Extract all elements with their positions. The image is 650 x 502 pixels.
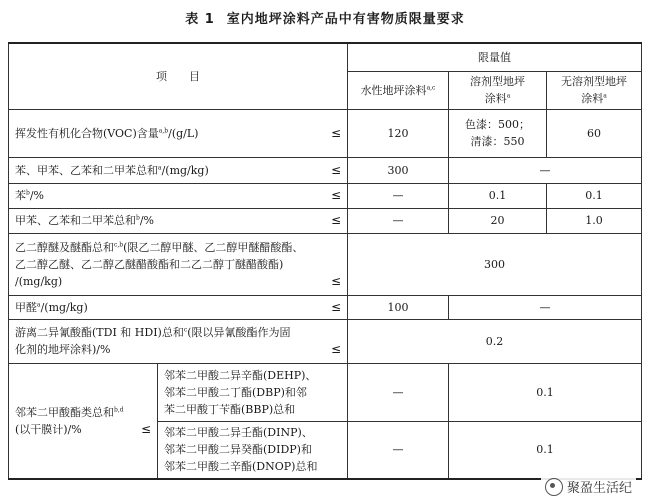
row-benzene-solventless: 0.1: [547, 183, 642, 208]
row-voc-solvent: 色漆：500； 清漆：550: [449, 109, 547, 157]
header-waterborne: 水性地坪涂料$^{a,c}$: [348, 71, 449, 109]
row-phthalate-sub1: 邻苯二甲酸二异辛酯(DEHP)、 邻苯二甲酸二丁酯(DBP)和邻 苯二甲酸丁苄酯(BBP)总和: [158, 363, 348, 421]
row-benzene-solvent: 0.1: [449, 183, 547, 208]
row-formaldehyde-label: 甲醛$^a$/(mg/kg) ≤: [9, 295, 348, 319]
row-glycol-value: 300: [348, 233, 642, 295]
row-formaldehyde-water: 100: [348, 295, 449, 319]
row-tdi: [9, 319, 642, 363]
row-tdi-label: 游离二异氰酸酯(TDI 和 HDI)总和$^c$(限以异氰酸酯作为固 化剂的地坪涂料)/% ≤: [9, 319, 348, 363]
limits-table: [8, 42, 642, 480]
row-bte-other: —: [449, 157, 642, 183]
row-voc: [9, 109, 642, 157]
row-voc-solventless: 60: [547, 109, 642, 157]
watermark: [541, 475, 636, 498]
row-tex-water: —: [348, 208, 449, 233]
row-phthalate-sub2-value: 0.1: [449, 421, 642, 479]
row-bte-label: 苯、甲苯、乙苯和二甲苯总和$^a$/(mg/kg) ≤: [9, 157, 348, 183]
row-voc-water: 120: [348, 109, 449, 157]
watermark-text: 聚盈生活纪: [566, 481, 632, 496]
row-phthalate-sub2-water: —: [348, 421, 449, 479]
row-tex: [9, 208, 642, 233]
header-row-1: [9, 43, 642, 71]
wechat-logo-icon: [545, 478, 563, 496]
header-limit: 限量值: [348, 43, 642, 71]
header-solvent: 溶剂型地坪 涂料$^a$: [449, 71, 547, 109]
header-item: 项 目: [9, 43, 348, 109]
row-tex-solvent: 20: [449, 208, 547, 233]
row-glycol: [9, 233, 642, 295]
row-tdi-value: 0.2: [348, 319, 642, 363]
row-phthalate-sub1-water: —: [348, 363, 449, 421]
row-bte: [9, 157, 642, 183]
row-voc-label: 挥发性有机化合物(VOC)含量$^{a,b}$/(g/L) ≤: [9, 109, 348, 157]
row-benzene-label: 苯$^b$/% ≤: [9, 183, 348, 208]
row-phthalate-sub1-value: 0.1: [449, 363, 642, 421]
row-tex-label: 甲苯、乙苯和二甲苯总和$^b$/% ≤: [9, 208, 348, 233]
row-benzene-water: —: [348, 183, 449, 208]
header-solventless: 无溶剂型地坪 涂料$^a$: [547, 71, 642, 109]
row-formaldehyde: [9, 295, 642, 319]
row-bte-water: 300: [348, 157, 449, 183]
row-benzene: [9, 183, 642, 208]
row-phthalate-group: 邻苯二甲酸酯类总和$^{b,d}$ (以干膜计)/% ≤: [9, 363, 158, 479]
row-glycol-label: 乙二醇醚及醚酯总和$^{c,b}$(限乙二醇甲醚、乙二醇甲醚醋酸酯、 乙二醇乙醚、乙二醇乙醚醋酸酯和二乙二醇丁醚醋酸酯) /(mg/kg) ≤: [9, 233, 348, 295]
row-tex-solventless: 1.0: [547, 208, 642, 233]
table-title: [0, 8, 650, 27]
row-formaldehyde-other: —: [449, 295, 642, 319]
row-phthalate-1: [9, 363, 642, 421]
table-number: 表 1: [185, 12, 215, 27]
row-phthalate-sub2: 邻苯二甲酸二异壬酯(DINP)、 邻苯二甲酸二异癸酯(DIDP)和 邻苯二甲酸二辛酯(DNOP)总和: [158, 421, 348, 479]
table-caption: 室内地坪涂料产品中有害物质限量要求: [226, 12, 465, 27]
